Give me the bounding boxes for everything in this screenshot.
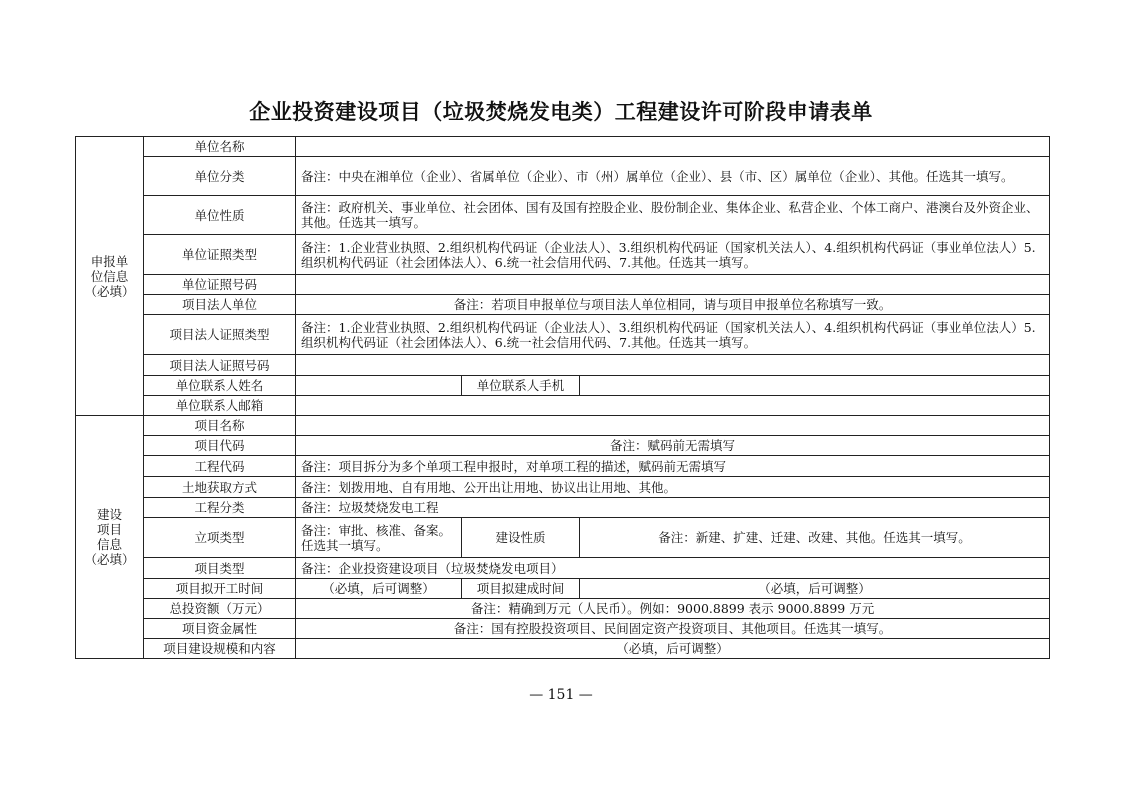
note-legal-unit[interactable]: 备注：若项目申报单位与项目法人单位相同，请与项目申报单位名称填写一致。 bbox=[296, 295, 1050, 315]
label-legal-license-number: 项目法人证照号码 bbox=[144, 355, 296, 376]
note-project-code[interactable]: 备注：赋码前无需填写 bbox=[296, 436, 1050, 456]
row-fund-attr bbox=[76, 619, 1050, 639]
field-unit-name[interactable] bbox=[296, 137, 1050, 157]
label-project-type: 项目类型 bbox=[144, 558, 296, 579]
row-schedule bbox=[76, 579, 1050, 599]
row-unit-name bbox=[76, 137, 1050, 157]
note-fund-attr[interactable]: 备注：国有控股投资项目、民间固定资产投资项目、其他项目。任选其一填写。 bbox=[296, 619, 1050, 639]
row-unit-nature bbox=[76, 196, 1050, 235]
note-investment[interactable]: 备注：精确到万元（人民币）。例如：9000.8899 表示 9000.8899 万元 bbox=[296, 599, 1050, 619]
note-start-time[interactable]: （必填，后可调整） bbox=[296, 579, 462, 599]
label-construction-nature: 建设性质 bbox=[462, 518, 580, 558]
note-unit-category[interactable]: 备注：中央在湘单位（企业）、省属单位（企业）、市（州）属单位（企业）、县（市、区）属单位（企业）、其他。任选其一填写。 bbox=[296, 157, 1050, 196]
row-license-type bbox=[76, 235, 1050, 275]
label-unit-category: 单位分类 bbox=[144, 157, 296, 196]
label-eng-class: 工程分类 bbox=[144, 498, 296, 518]
row-legal-license-number bbox=[76, 355, 1050, 376]
group-applicant-info: 申报单 位信息 （必填） bbox=[76, 137, 144, 416]
note-end-time[interactable]: （必填，后可调整） bbox=[580, 579, 1050, 599]
label-legal-unit: 项目法人单位 bbox=[144, 295, 296, 315]
label-contact-email: 单位联系人邮箱 bbox=[144, 396, 296, 416]
label-legal-license-type: 项目法人证照类型 bbox=[144, 315, 296, 355]
note-license-type[interactable]: 备注：1.企业营业执照、2.组织机构代码证（企业法人）、3.组织机构代码证（国家机关法人）、4.组织机构代码证（事业单位法人）5.组织机构代码证（社会团体法人）、6.统一社会信用代码、7.其他。任选其一填写。 bbox=[296, 235, 1050, 275]
row-eng-code bbox=[76, 456, 1050, 477]
label-contact-phone: 单位联系人手机 bbox=[462, 376, 580, 396]
page-title: 企业投资建设项目（垃圾焚烧发电类）工程建设许可阶段申请表单 bbox=[249, 100, 873, 124]
row-scale bbox=[76, 639, 1050, 659]
row-legal-license-type bbox=[76, 315, 1050, 355]
row-approval bbox=[76, 518, 1050, 558]
group-project-info: 建设 项目 信息 （必填） bbox=[76, 416, 144, 659]
note-legal-license-type[interactable]: 备注：1.企业营业执照、2.组织机构代码证（企业法人）、3.组织机构代码证（国家机关法人）、4.组织机构代码证（事业单位法人）5.组织机构代码证（社会团体法人）、6.统一社会信用代码、7.其他。任选其一填写。 bbox=[296, 315, 1050, 355]
label-license-type: 单位证照类型 bbox=[144, 235, 296, 275]
field-contact-email[interactable] bbox=[296, 396, 1050, 416]
label-start-time: 项目拟开工时间 bbox=[144, 579, 296, 599]
row-investment bbox=[76, 599, 1050, 619]
row-project-name bbox=[76, 416, 1050, 436]
field-project-name[interactable] bbox=[296, 416, 1050, 436]
note-eng-class[interactable]: 备注：垃圾焚烧发电工程 bbox=[296, 498, 1050, 518]
label-investment: 总投资额（万元） bbox=[144, 599, 296, 619]
label-scale: 项目建设规模和内容 bbox=[144, 639, 296, 659]
row-unit-category bbox=[76, 157, 1050, 196]
row-eng-class bbox=[76, 498, 1050, 518]
application-form-table bbox=[75, 136, 1050, 659]
page-number: — 151 — bbox=[529, 687, 593, 703]
note-scale[interactable]: （必填，后可调整） bbox=[296, 639, 1050, 659]
label-contact-name: 单位联系人姓名 bbox=[144, 376, 296, 396]
field-contact-phone[interactable] bbox=[580, 376, 1050, 396]
note-construction-nature[interactable]: 备注：新建、扩建、迁建、改建、其他。任选其一填写。 bbox=[580, 518, 1050, 558]
row-land bbox=[76, 477, 1050, 498]
label-unit-name: 单位名称 bbox=[144, 137, 296, 157]
label-project-code: 项目代码 bbox=[144, 436, 296, 456]
field-contact-name[interactable] bbox=[296, 376, 462, 396]
field-license-number[interactable] bbox=[296, 275, 1050, 295]
row-project-code bbox=[76, 436, 1050, 456]
row-contact bbox=[76, 376, 1050, 396]
label-license-number: 单位证照号码 bbox=[144, 275, 296, 295]
note-unit-nature[interactable]: 备注：政府机关、事业单位、社会团体、国有及国有控股企业、股份制企业、集体企业、私营企业、个体工商户、港澳台及外资企业、其他。任选其一填写。 bbox=[296, 196, 1050, 235]
label-project-name: 项目名称 bbox=[144, 416, 296, 436]
label-land: 土地获取方式 bbox=[144, 477, 296, 498]
label-eng-code: 工程代码 bbox=[144, 456, 296, 477]
note-eng-code[interactable]: 备注：项目拆分为多个单项工程申报时，对单项工程的描述，赋码前无需填写 bbox=[296, 456, 1050, 477]
note-land[interactable]: 备注：划拨用地、自有用地、公开出让用地、协议出让用地、其他。 bbox=[296, 477, 1050, 498]
label-end-time: 项目拟建成时间 bbox=[462, 579, 580, 599]
row-contact-email bbox=[76, 396, 1050, 416]
note-project-type[interactable]: 备注：企业投资建设项目（垃圾焚烧发电项目） bbox=[296, 558, 1050, 579]
row-legal-unit bbox=[76, 295, 1050, 315]
label-fund-attr: 项目资金属性 bbox=[144, 619, 296, 639]
row-license-number bbox=[76, 275, 1050, 295]
label-approval-type: 立项类型 bbox=[144, 518, 296, 558]
label-unit-nature: 单位性质 bbox=[144, 196, 296, 235]
field-legal-license-number[interactable] bbox=[296, 355, 1050, 376]
note-approval-type[interactable]: 备注：审批、核准、备案。任选其一填写。 bbox=[296, 518, 462, 558]
row-project-type bbox=[76, 558, 1050, 579]
